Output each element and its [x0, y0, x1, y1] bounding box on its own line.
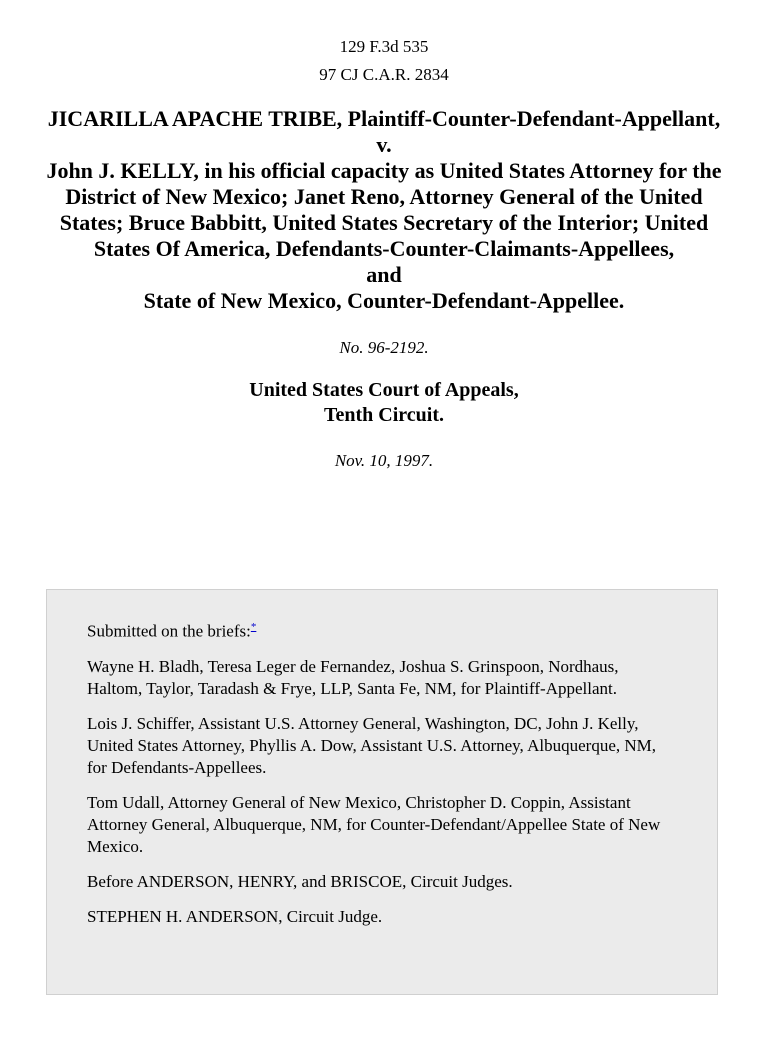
docket-number: No. 96-2192.: [339, 338, 429, 357]
caption-appellant: JICARILLA APACHE TRIBE, Plaintiff-Counter-Defendant-Appellant,: [47, 106, 721, 131]
briefs-intro: [87, 616, 677, 643]
briefs-panel: [46, 589, 718, 995]
counsel-appellees: Lois J. Schiffer, Assistant U.S. Attorney General, Washington, DC, John J. Kelly, United States Attorney, Phyllis A. Dow, Assistant U.S. Attorney, Albuquerque, NM, for Defendants-Appellees.: [87, 713, 657, 777]
citations: [0, 33, 768, 89]
caption-counter-defendant: State of New Mexico, Counter-Defendant-Appellee.: [143, 288, 625, 313]
caption-appellees: John J. KELLY, in his official capacity as United States Attorney for the District of New Mexico; Janet Reno, Attorney General of the United States; Bruce Babbitt, United States Secretary of the Interior; United States Of America, Defendants-Counter-Claimants-Appellees,: [46, 158, 722, 261]
caption-versus: v.: [376, 132, 392, 157]
panel-judges: Before ANDERSON, HENRY, and BRISCOE, Circuit Judges.: [87, 871, 513, 891]
court-line-1: United States Court of Appeals,: [249, 379, 519, 401]
reporter-citation: 129 F.3d 535: [339, 37, 429, 56]
court-line-2: Tenth Circuit.: [323, 404, 445, 426]
authoring-judge: STEPHEN H. ANDERSON, Circuit Judge.: [87, 906, 383, 926]
briefs-intro-text: Submitted on the briefs:: [87, 621, 251, 641]
counsel-state: Tom Udall, Attorney General of New Mexico, Christopher D. Coppin, Assistant Attorney General, Albuquerque, NM, for Counter-Defendant/Appellee State of New Mexico.: [87, 792, 661, 856]
court-name: [0, 378, 768, 428]
parallel-citation: 97 CJ C.A.R. 2834: [319, 65, 449, 84]
counsel-appellant: Wayne H. Bladh, Teresa Leger de Fernandez, Joshua S. Grinspoon, Nordhaus, Haltom, Taylor, Taradash & Frye, LLP, Santa Fe, NM, for Plaintiff-Appellant.: [87, 656, 619, 698]
decision-date: Nov. 10, 1997.: [334, 451, 434, 470]
case-caption: [40, 106, 728, 314]
footnote-link[interactable]: *: [250, 621, 257, 633]
caption-and: and: [366, 262, 402, 287]
